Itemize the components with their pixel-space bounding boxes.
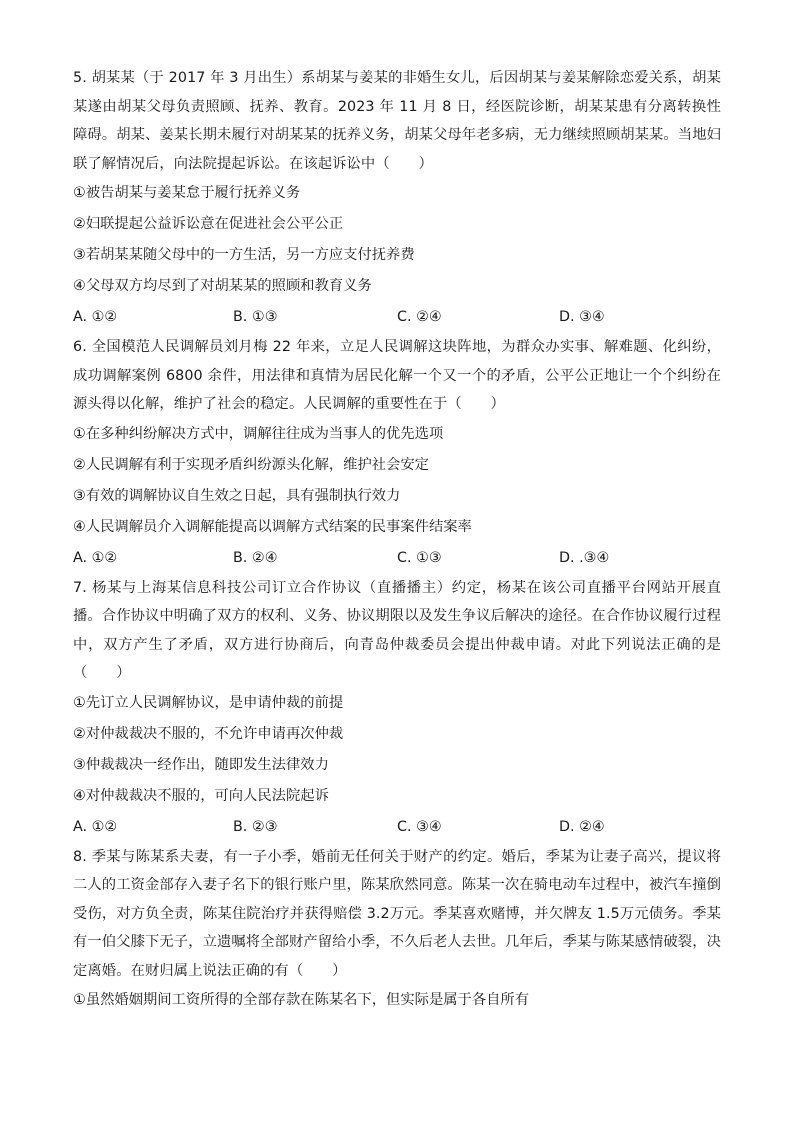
option-statement: ③若胡某某随父母中的一方生活，另一方应支付抚养费 [73, 247, 415, 263]
question-5 [73, 64, 721, 333]
choice-d: D. ②④ [559, 818, 605, 835]
option-statement: ②对仲裁裁决不服的，不允许申请再次仲裁 [73, 725, 344, 742]
question-7 [73, 574, 721, 843]
choice-b: B. ②④ [233, 549, 278, 566]
choice-b: B. ①③ [233, 309, 278, 325]
option-statement: ①先订立人民调解协议，是申请仲裁的前提 [73, 694, 344, 711]
option-statement: ①虽然婚姻期间工资所得的全部存款在陈某名下，但实际是属于各自所有 [73, 992, 530, 1008]
choice-d: D. ③④ [559, 309, 605, 325]
question-stem: 8. 季某与陈某系夫妻，有一子小季，婚前无任何关于财产的约定。婚后，季某为让妻子高兴，提议将二人的工资金部存入妻子名下的银行账户里，陈某欣然同意。陈某一次在骑电动车过程中，被汽车撞倒受伤，对方负全责，陈某住院治疗并获得赔偿 3.2万元。季某喜欢赌博，并欠牌友 1.5万元债务。季某有一伯父膝下无子，立遗嘱将全部财产留给小季，不久后老人去世。几年后，季某与陈某感情破裂，决定离婚。在财归属上说法正确的有（ ） [73, 848, 721, 979]
answer-choices [73, 543, 721, 574]
option-statement: ②人民调解有利于实现矛盾纠纷源头化解，维护社会安定 [73, 456, 429, 473]
choice-a: A. ①② [73, 818, 118, 835]
question-stem: 7. 杨某与上海某信息科技公司订立合作协议（直播播主）约定，杨某在该公司直播平台网站开展直播。合作协议中明确了双方的权利、义务、协议期限以及发生争议后解决的途径。在合作协议履行过程中，双方产生了矛盾，双方进行协商后，向青岛仲裁委员会提出仲裁申请。对此下列说法正确的是（ ） [73, 579, 721, 681]
choice-a: A. ①② [73, 549, 118, 566]
option-statement: ③仲裁裁决一经作出，随即发生法律效力 [73, 756, 329, 773]
question-8 [73, 843, 721, 1017]
exam-page [73, 64, 721, 1016]
option-statement: ④父母双方均尽到了对胡某某的照顾和教育义务 [73, 278, 372, 294]
answer-choices [73, 302, 721, 333]
option-statement: ①被告胡某与姜某怠于履行抚养义务 [73, 185, 301, 201]
question-6 [73, 333, 721, 574]
choice-c: C. ③④ [397, 818, 442, 835]
option-statement: ③有效的调解协议自生效之日起，具有强制执行效力 [73, 487, 401, 504]
option-statement: ④对仲裁裁决不服的，可向人民法院起诉 [73, 787, 329, 804]
option-statement: ④人民调解员介入调解能提高以调解方式结案的民事案件结案率 [73, 518, 472, 535]
question-stem: 5. 胡某某（于 2017 年 3 月出生）系胡某与姜某的非婚生女儿，后因胡某与姜某解除恋爱关系，胡某某遂由胡某父母负责照顾、抚养、教育。2023 年 11 月 8 日，经医院诊断，胡某某患有分离转换性障碍。胡某、姜某长期未履行对胡某某的抚养义务，胡某父母年老多病，无力继续照顾胡某某。当地妇联了解情况后，向法院提起诉讼。在该起诉讼中（ ） [73, 70, 721, 172]
choice-c: C. ②④ [397, 309, 442, 325]
option-statement: ①在多种纠纷解决方式中，调解往往成为当事人的优先选项 [73, 425, 444, 442]
choice-d: D. .③④ [559, 549, 610, 566]
question-stem: 6. 全国模范人民调解员刘月梅 22 年来，立足人民调解这块阵地，为群众办实事、解难题、化纠纷，成功调解案例 6800 余件，用法律和真情为居民化解一个又一个的矛盾，公平公正地让一个个纠纷在源头得以化解，维护了社会的稳定。人民调解的重要性在于（ ） [73, 339, 721, 412]
choice-b: B. ②③ [233, 818, 278, 835]
choice-c: C. ①③ [397, 549, 442, 566]
choice-a: A. ①② [73, 309, 118, 325]
answer-choices [73, 812, 721, 843]
option-statement: ②妇联提起公益诉讼意在促进社会公平公正 [73, 216, 344, 232]
